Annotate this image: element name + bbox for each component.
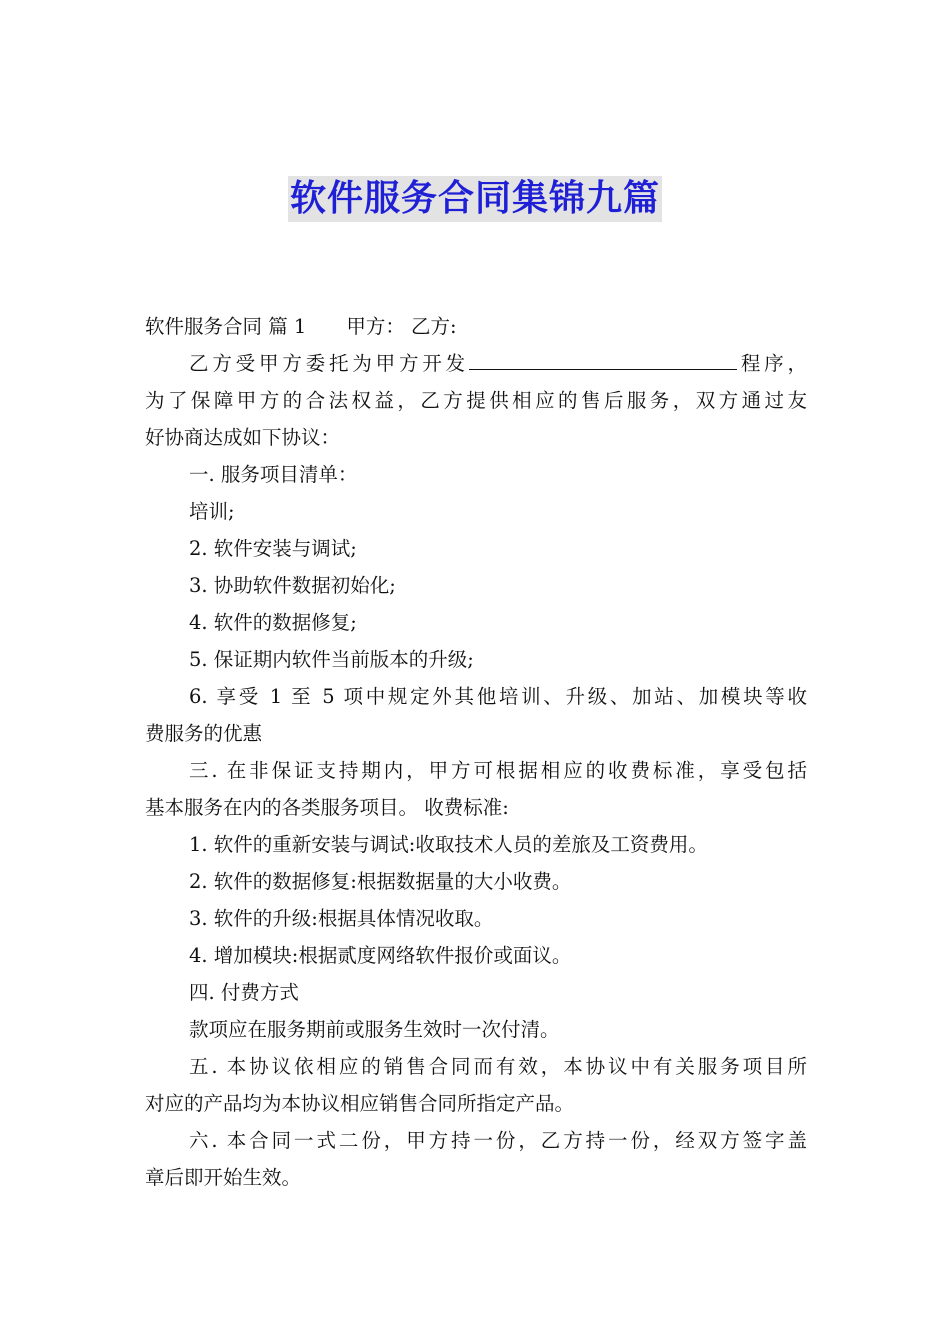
section-6-line-1: 六. 本合同一式二份，甲方持一份，乙方持一份，经双方签字盖 bbox=[189, 1129, 807, 1152]
section-6-line-2: 章后即开始生效。 bbox=[145, 1166, 302, 1189]
service-item: 培训; bbox=[189, 500, 235, 523]
fee-item: 1. 软件的重新安装与调试:收取技术人员的差旅及工资费用。 bbox=[189, 833, 708, 856]
service-item-6-line-1: 6. 享受 1 至 5 项中规定外其他培训、升级、加站、加模块等收 bbox=[189, 685, 807, 708]
program-name-blank bbox=[469, 347, 737, 370]
section-5-line-2: 对应的产品均为本协议相应销售合同所指定产品。 bbox=[145, 1092, 575, 1115]
section-4-heading: 四. 付费方式 bbox=[189, 981, 299, 1004]
fee-item: 4. 增加模块:根据贰度网络软件报价或面议。 bbox=[189, 944, 572, 967]
intro-line-3: 好协商达成如下协议： bbox=[145, 426, 341, 449]
party-b-label: 乙方: bbox=[411, 315, 457, 338]
service-item: 2. 软件安装与调试; bbox=[189, 537, 357, 560]
section-1-heading: 一. 服务项目清单： bbox=[189, 463, 358, 486]
section-3-line-1: 三. 在非保证支持期内，甲方可根据相应的收费标准，享受包括 bbox=[189, 759, 807, 782]
party-a-label: 甲方： bbox=[346, 315, 405, 338]
section-3-line-2: 基本服务在内的各类服务项目。 收费标准: bbox=[145, 796, 509, 819]
fee-item: 3. 软件的升级:根据具体情况收取。 bbox=[189, 907, 494, 930]
intro-line-2: 为了保障甲方的合法权益，乙方提供相应的售后服务，双方通过友 bbox=[145, 389, 807, 412]
header-line bbox=[145, 308, 807, 345]
service-item: 3. 协助软件数据初始化; bbox=[189, 574, 396, 597]
contract-label: 软件服务合同 篇 1 bbox=[145, 315, 307, 338]
intro-suffix: 程序， bbox=[736, 352, 807, 375]
intro-line-1 bbox=[145, 345, 807, 382]
service-item: 5. 保证期内软件当前版本的升级; bbox=[189, 648, 474, 671]
section-5-line-1: 五. 本协议依相应的销售合同而有效，本协议中有关服务项目所 bbox=[189, 1055, 807, 1078]
contract-body bbox=[145, 308, 807, 1196]
fee-item: 2. 软件的数据修复:根据数据量的大小收费。 bbox=[189, 870, 572, 893]
section-4-text: 款项应在服务期前或服务生效时一次付清。 bbox=[189, 1018, 560, 1041]
document-title: 软件服务合同集锦九篇 bbox=[288, 176, 662, 222]
service-item-6-line-2: 费服务的优惠 bbox=[145, 722, 263, 745]
intro-prefix: 乙方受甲方委托为甲方开发 bbox=[189, 352, 469, 375]
service-item: 4. 软件的数据修复; bbox=[189, 611, 357, 634]
title-container bbox=[0, 176, 950, 222]
